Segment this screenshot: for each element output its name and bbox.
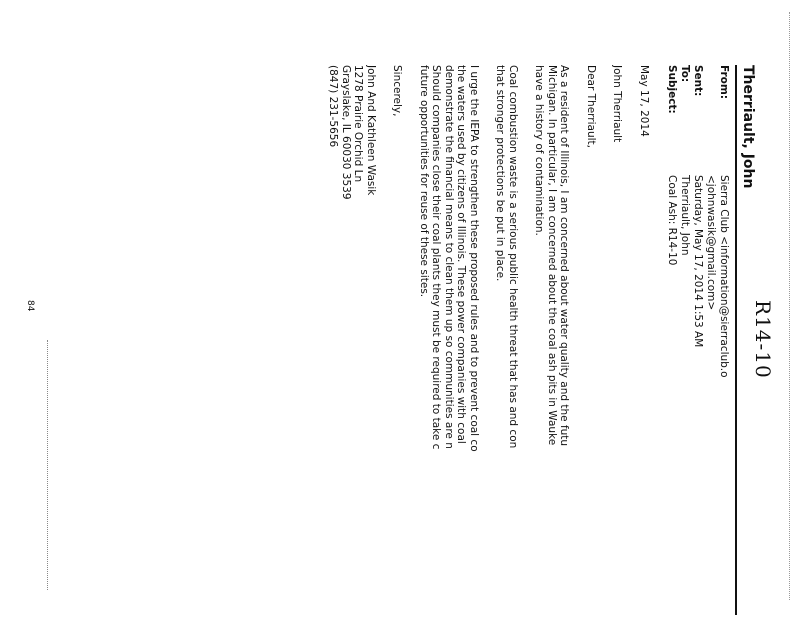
- date-line: May 17, 2014: [638, 65, 650, 137]
- header-value: Coal Ash: R14-10: [666, 175, 678, 266]
- signature-line: (847) 231-5656: [327, 65, 340, 148]
- header-label: Subject:: [666, 65, 678, 114]
- sender-name: Therriault, John: [740, 65, 756, 189]
- header-row-from-cont: [704, 65, 717, 615]
- text-line: I urge the IEPA to strengthen these proposed rules and to prevent coal co: [468, 65, 480, 452]
- header-label: [704, 65, 717, 175]
- text-line: Michigan. In particular, I am concerned about the coal ash pits in Wauke: [546, 65, 558, 446]
- closing: Sincerely,: [391, 65, 404, 117]
- signature-block: [327, 65, 377, 610]
- header-label: Sent:: [692, 65, 704, 97]
- record-number: R14-10: [751, 300, 775, 379]
- header-row-to: [678, 65, 691, 615]
- header-value: Saturday, May 17, 2014 1:53 AM: [692, 175, 704, 348]
- paragraph-1: [533, 65, 571, 610]
- page-number: 84: [25, 300, 35, 312]
- scan-footer-line: [47, 340, 48, 590]
- header-rule: [735, 65, 737, 615]
- signature-line: John And Kathleen Wasik: [365, 65, 377, 196]
- recipient-line: John Therriault: [611, 65, 624, 143]
- email-header: [665, 65, 730, 615]
- scan-edge-line: [789, 12, 790, 600]
- paragraph-2: [494, 65, 519, 610]
- signature-line: 1278 Prairie Orchid Ln: [352, 65, 365, 183]
- header-row-subject: [665, 65, 678, 615]
- paragraph-3: [418, 65, 481, 610]
- header-value: Therriault, John: [679, 175, 691, 256]
- salutation: Dear Therriault,: [585, 65, 597, 148]
- header-row-from: [717, 65, 730, 615]
- header-row-sent: [691, 65, 704, 615]
- header-value: <johnwasik@gmail.com>: [705, 175, 717, 311]
- letter-body: [313, 65, 650, 610]
- text-line: the waters used by citizens of Illinois. These power companies with coal: [455, 65, 468, 444]
- text-line: Coal combustion waste is a serious public health threat that has and con: [507, 65, 519, 449]
- text-line: have a history of contamination.: [533, 65, 546, 236]
- signature-line: Grayslake, IL 60030 3539: [340, 65, 352, 200]
- text-line: As a resident of Illinois, I am concerned about water quality and the futu: [558, 65, 571, 447]
- header-label: From:: [718, 65, 730, 100]
- header-label: To:: [679, 65, 691, 83]
- header-value: Sierra Club <information@sierraclub.o: [718, 175, 730, 378]
- text-line: Should companies close their coal plants they must be required to take c: [430, 65, 443, 450]
- text-line: demonstrate the financial means to clean them up so communities are n: [443, 65, 455, 449]
- text-line: future opportunities for reuse of these sites.: [418, 65, 430, 298]
- text-line: that stronger protections be put in place.: [494, 65, 507, 282]
